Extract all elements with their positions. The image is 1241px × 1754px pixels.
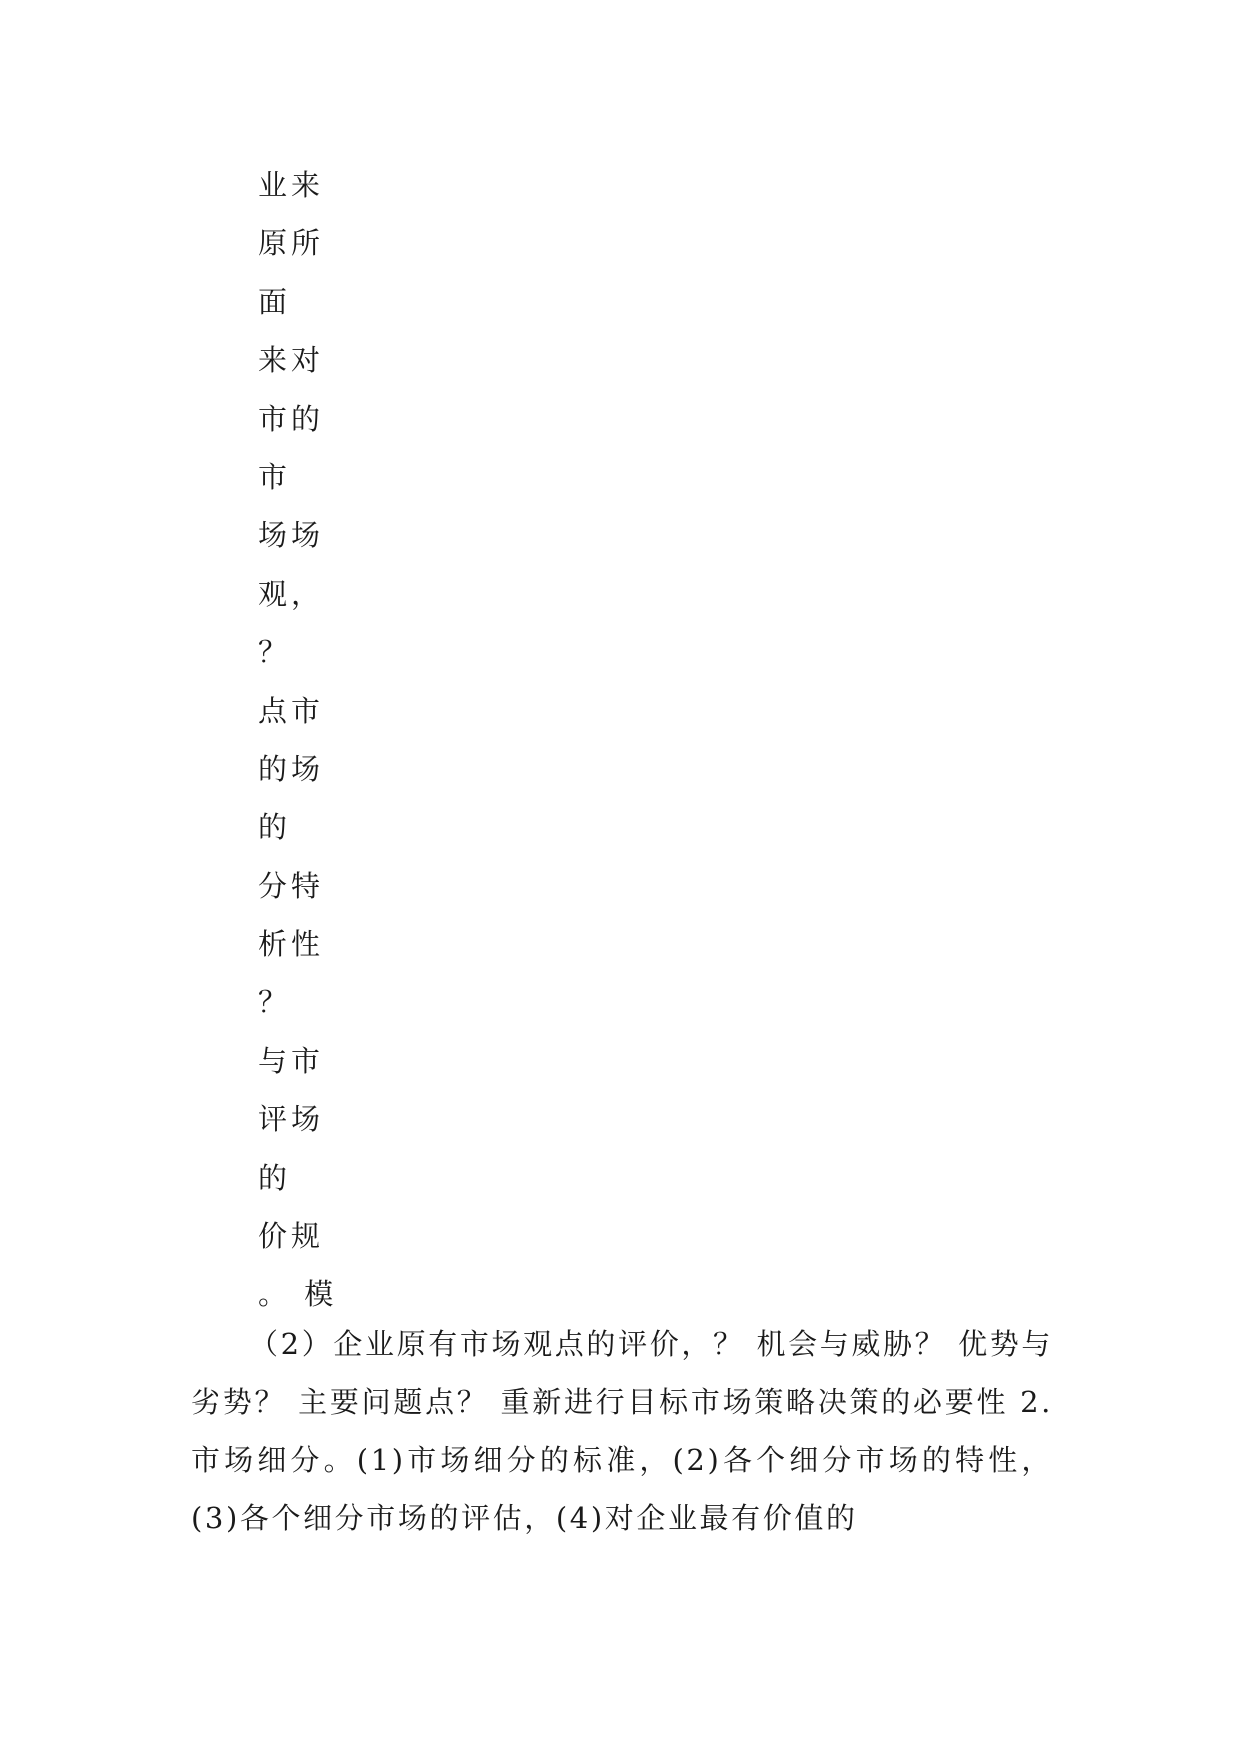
column-text-line: 价规 [258, 1219, 325, 1254]
column-text-line: 。 模 [258, 1277, 338, 1312]
column-text-line: 析性 [258, 927, 325, 962]
column-text-block [258, 156, 337, 1324]
column-text-line: 面 [258, 284, 292, 319]
column-text-line: 来对 [258, 343, 325, 378]
column-text-line: ？ [258, 635, 292, 670]
column-text-line: 业来 [258, 168, 325, 202]
column-text-line: 评场 [258, 1102, 325, 1137]
column-text-line: ？ [258, 985, 292, 1020]
column-text-line: 与市 [258, 1043, 325, 1078]
column-text-line: 市的 [258, 401, 325, 436]
column-text-line: 分特 [258, 868, 325, 903]
column-text-line: 的 [258, 1160, 292, 1195]
column-text-line: 原所 [258, 226, 325, 261]
column-text-line: 的场 [258, 751, 325, 786]
column-text-line: 观， [258, 576, 325, 611]
column-text-line: 市 [258, 459, 292, 494]
column-text-line: 场场 [258, 518, 325, 553]
body-paragraph: （2）企业原有市场观点的评价，？ 机会与威胁？ 优势与劣势？ 主要问题点？ 重新进行目标市场策略决策的必要性 2.市场细分。(1)市场细分的标准，(2)各个细分市场的特性，(3)各个细分市场的评估，(4)对企业最有价值的 [191, 1327, 1053, 1535]
column-text-line: 点市 [258, 693, 325, 728]
column-text-line: 的 [258, 810, 292, 845]
